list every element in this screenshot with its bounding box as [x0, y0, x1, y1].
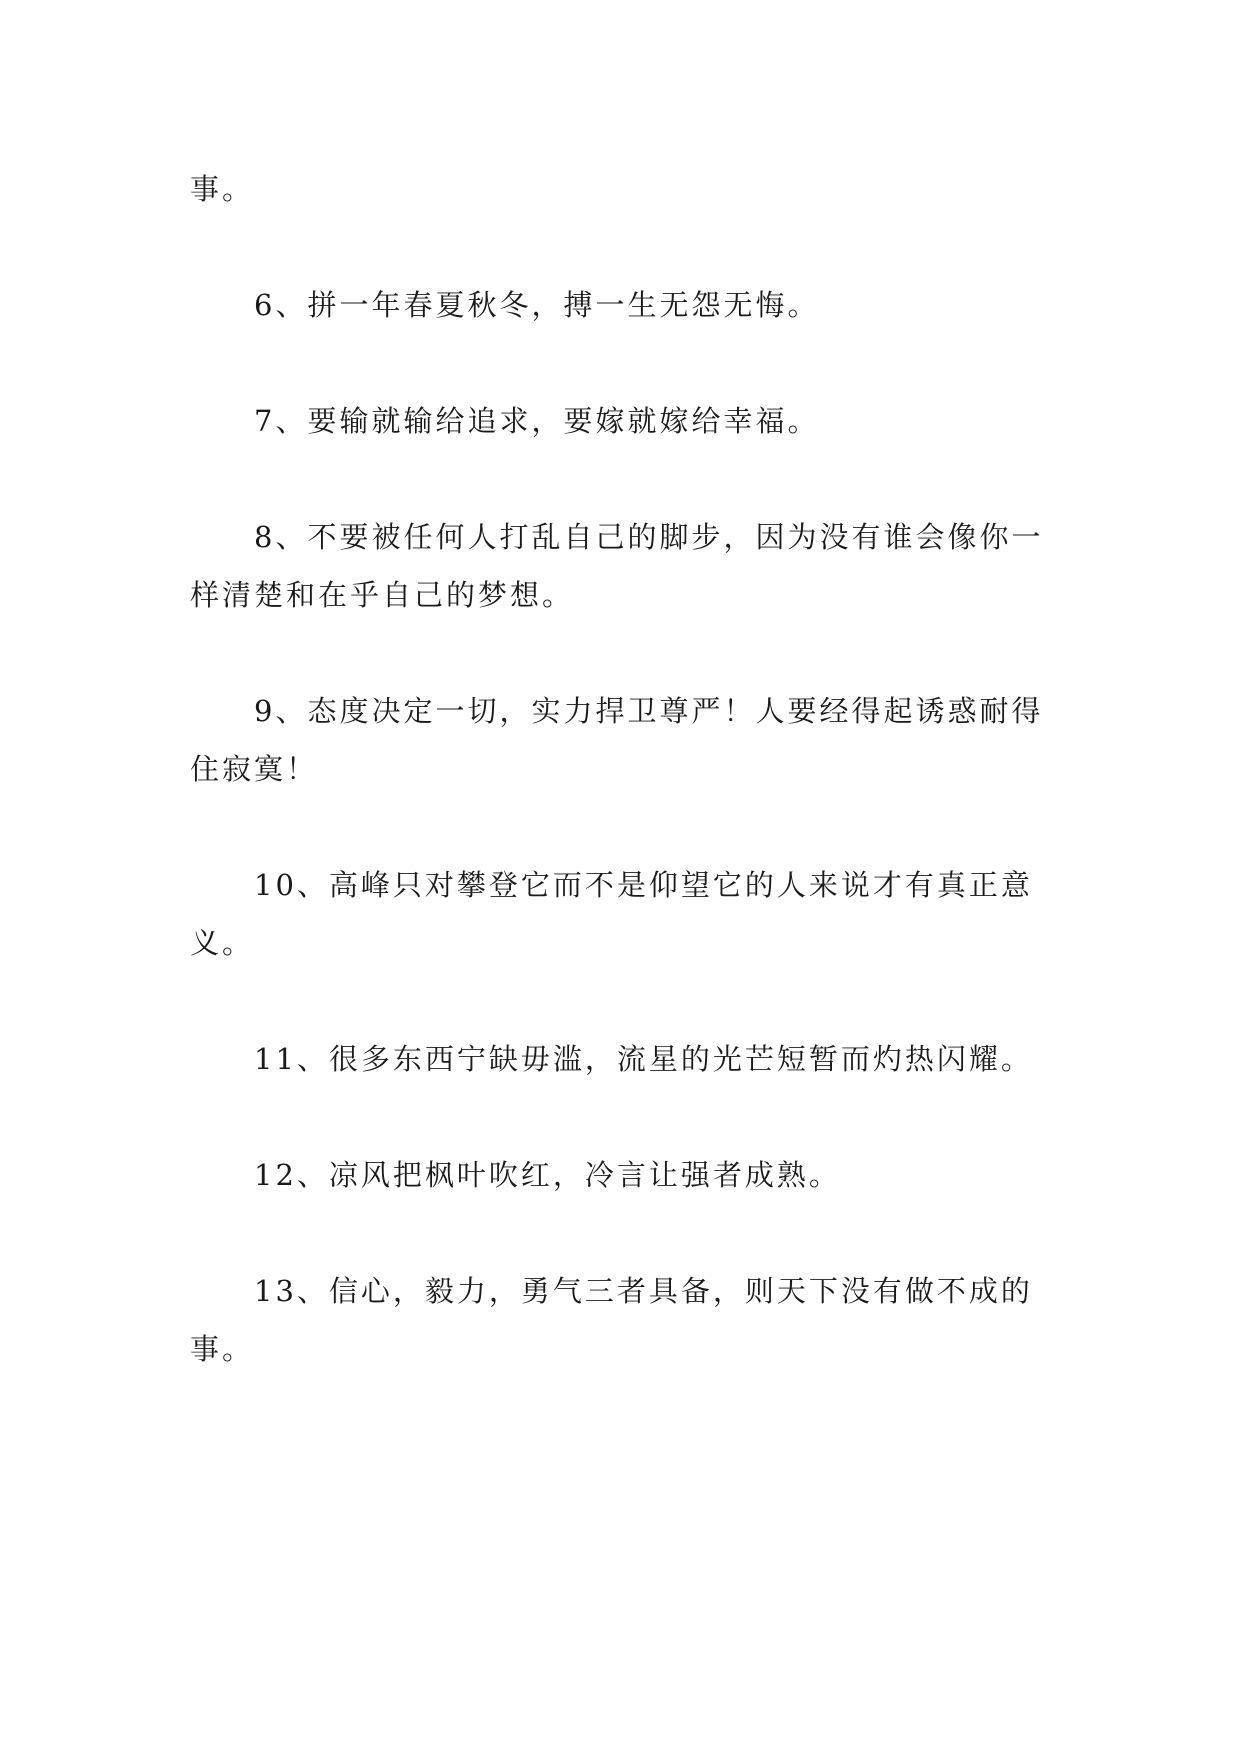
paragraph-8: 8、不要被任何人打乱自己的脚步，因为没有谁会像你一样清楚和在乎自己的梦想。	[190, 520, 1044, 612]
paragraph-continuation: 事。	[190, 172, 255, 206]
paragraph-12: 12、凉风把枫叶吹红，冷言让强者成熟。	[254, 1158, 841, 1192]
paragraph-13: 13、信心，毅力，勇气三者具备，则天下没有做不成的事。	[190, 1274, 1033, 1366]
paragraph-9: 9、态度决定一切，实力捍卫尊严！人要经得起诱惑耐得住寂寞！	[190, 694, 1044, 786]
document-body	[190, 160, 1070, 1378]
paragraph-7: 7、要输就输给追求，要嫁就嫁给幸福。	[254, 404, 820, 438]
paragraph-10: 10、高峰只对攀登它而不是仰望它的人来说才有真正意义。	[190, 868, 1033, 960]
paragraph-6: 6、拼一年春夏秋冬，搏一生无怨无悔。	[254, 288, 820, 322]
paragraph-11: 11、很多东西宁缺毋滥，流星的光芒短暂而灼热闪耀。	[254, 1042, 1033, 1076]
